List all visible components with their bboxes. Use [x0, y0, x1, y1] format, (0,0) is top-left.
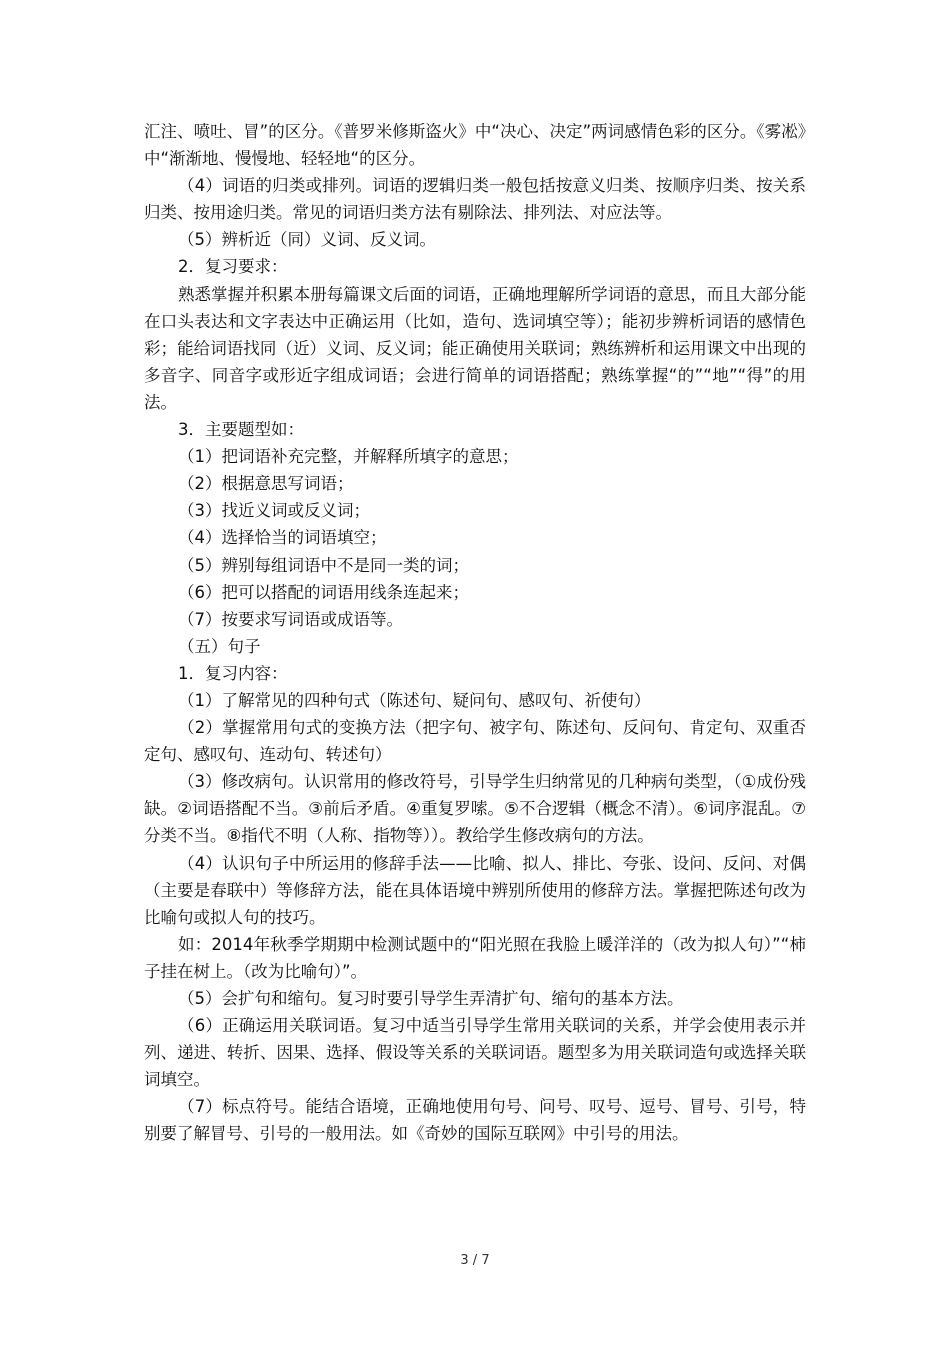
paragraph: 如：2014年秋季学期期中检测试题中的“阳光照在我脸上暖洋洋的（改为拟人句）”“柿子挂在树上。（改为比喻句）”。 — [144, 934, 806, 981]
document-body — [144, 118, 806, 1148]
paragraph: （7）按要求写词语或成语等。 — [178, 609, 403, 629]
paragraph: （3）找近义词或反义词； — [178, 501, 370, 521]
paragraph: （4）词语的归类或排列。词语的逻辑归类一般包括按意义归类、按顺序归类、按关系归类、按用途归类。常见的词语归类方法有剔除法、排列法、对应法等。 — [144, 176, 806, 223]
paragraph: （5）辨别每组词语中不是同一类的词； — [178, 555, 469, 575]
paragraph: （6）正确运用关联词语。复习中适当引导学生常用关联词的关系，并学会使用表示并列、递进、转折、因果、选择、假设等关系的关联词语。题型多为用关联词造句或选择关联词填空。 — [144, 1016, 806, 1090]
paragraph: （7）标点符号。能结合语境，正确地使用句号、问号、叹号、逗号、冒号、引号，特别要了解冒号、引号的一般用法。如《奇妙的国际互联网》中引号的用法。 — [144, 1097, 806, 1144]
paragraph: 熟悉掌握并积累本册每篇课文后面的词语，正确地理解所学词语的意思，而且大部分能在口头表达和文字表达中正确运用（比如，造句、选词填空等）；能初步辨析词语的感情色彩；能给词语找同（近）义词、反义词；能正确使用关联词；熟练辨析和运用课文中出现的多音字、同音字或形近字组成词语；会进行简单的词语搭配；熟练掌握“的”“地”“得”的用法。 — [144, 284, 806, 412]
paragraph: （五）句子 — [178, 636, 261, 656]
paragraph: （1）把词语补充完整，并解释所填字的意思； — [178, 447, 519, 467]
paragraph: 1．复习内容： — [178, 663, 288, 683]
paragraph: （5）辨析近（同）义词、反义词。 — [178, 230, 436, 250]
page-number: 3 / 7 — [460, 1253, 490, 1268]
paragraph: （1）了解常见的四种句式（陈述句、疑问句、感叹句、祈使句） — [178, 690, 651, 710]
paragraph: （6）把可以搭配的词语用线条连起来； — [178, 582, 469, 602]
paragraph: （5）会扩句和缩句。复习时要引导学生弄清扩句、缩句的基本方法。 — [178, 989, 684, 1008]
paragraph: 2．复习要求： — [178, 257, 288, 277]
paragraph: 3．主要题型如： — [178, 420, 304, 440]
paragraph: （2）掌握常用句式的变换方法（把字句、被字句、陈述句、反问句、肯定句、双重否定句、感叹句、连动句、转述句） — [144, 718, 806, 765]
paragraph: （4）选择恰当的词语填空； — [178, 528, 387, 548]
paragraph: （2）根据意思写词语； — [178, 474, 354, 494]
paragraph: 汇注、喷吐、冒”的区分。《普罗米修斯盗火》中“决心、决定”两词感情色彩的区分。《雾凇》中“渐渐地、慢慢地、轻轻地“的区分。 — [144, 122, 806, 169]
paragraph: （4）认识句子中所运用的修辞手法——比喻、拟人、排比、夸张、设问、反问、对偶（主要是春联中）等修辞方法，能在具体语境中辨别所使用的修辞方法。掌握把陈述句改为比喻句或拟人句的技巧。 — [144, 853, 806, 927]
paragraph: （3）修改病句。认识常用的修改符号，引导学生归纳常见的几种病句类型，（①成份残缺。②词语搭配不当。③前后矛盾。④重复罗嗦。⑤不合逻辑（概念不清）。⑥词序混乱。⑦分类不当。⑧指代不明（人称、指物等））。教给学生修改病句的方法。 — [144, 772, 806, 846]
